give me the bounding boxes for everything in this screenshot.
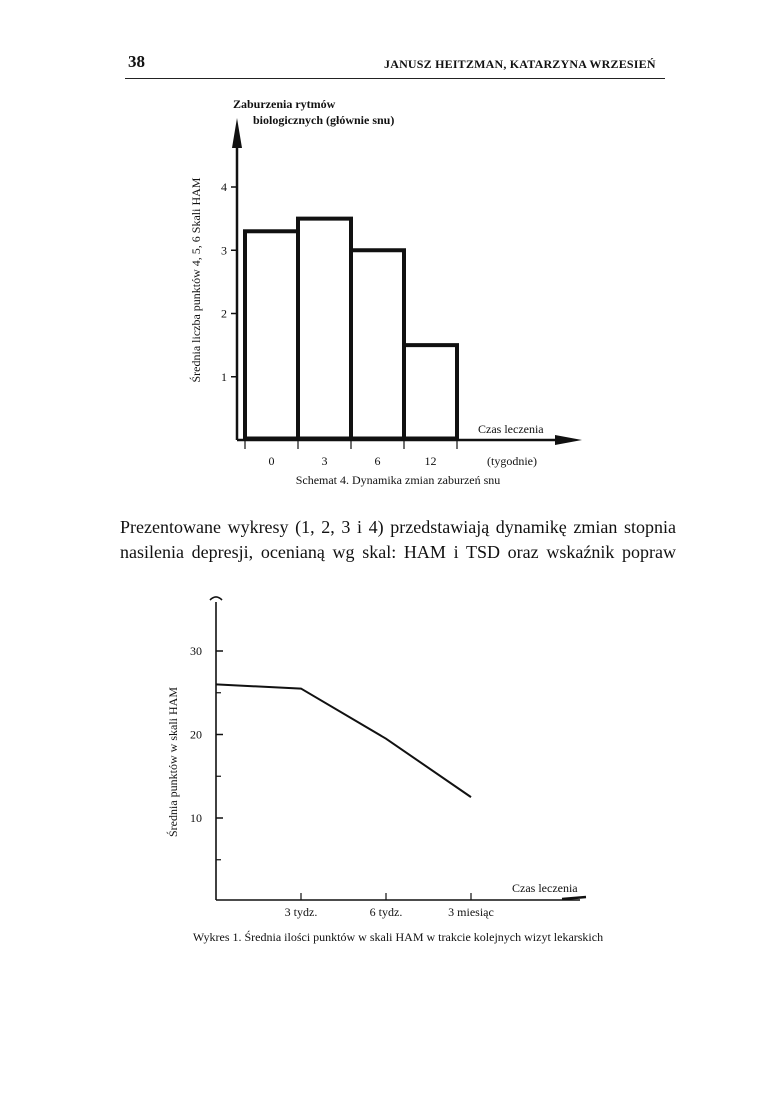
chart1-title-line2: biologicznych (głównie snu) [253,113,395,127]
chart2-x-tick-label: 6 tydz. [369,905,403,919]
page-number: 38 [128,52,145,71]
chart1-y-tick-label: 2 [221,306,227,321]
chart2-x-tick-label: 3 miesiąc [448,905,494,919]
chart2-series [216,684,471,797]
chart2-x-ticks [285,893,494,919]
chart2-series-line [216,684,471,797]
chart2-y-axis-hook [210,597,222,600]
chart1-title-line1: Zaburzenia rytmów [233,97,336,111]
chart2-caption: Wykres 1. Średnia ilości punktów w skali HAM w trakcie kolejnych wizyt lekarskich [192,930,604,944]
chart1-x-tick-label: 12 [424,454,437,468]
running-header: JANUSZ HEITZMAN, KATARZYNA WRZESIEŃ [384,57,656,71]
chart1-x-tick-label: 3 [321,454,328,468]
chart1-y-tick-label: 4 [221,180,227,194]
chart1-y-tick-label: 3 [221,243,227,258]
chart2-x-axis-label: Czas leczenia [512,881,578,895]
chart2-x-tick-label: 3 tydz. [284,905,318,919]
chart1-y-axis-label: Średnia liczba punktów 4, 5, 6 Skali HAM [189,177,203,383]
chart2-y-ticks [190,644,223,860]
chart1-x-tick-label: 6 [374,454,381,468]
chart2-x-axis-end [562,897,586,899]
chart1-caption: Schemat 4. Dynamika zmian zaburzeń snu [295,473,501,487]
chart2-y-tick-label: 20 [190,727,202,742]
chart2-y-axis-label: Średnia punktów w skali HAM [166,687,180,837]
chart1-x-tick-label: 0 [268,454,275,468]
chart1-x-axis-unit: (tygodnie) [487,454,537,468]
chart1-y-tick-label: 1 [221,369,227,384]
chart2-y-tick-label: 10 [190,811,202,825]
chart1-x-axis-label: Czas leczenia [478,422,544,436]
chart2-axes [210,597,586,900]
body-paragraph: Prezentowane wykresy (1, 2, 3 i 4) przedstawiają dynamikę zmian stopnia nasilenia depresji, ocenianą wg skal: HAM i TSD oraz wskaźnik popraw [120,517,676,562]
chart2-y-tick-label: 30 [190,644,202,658]
